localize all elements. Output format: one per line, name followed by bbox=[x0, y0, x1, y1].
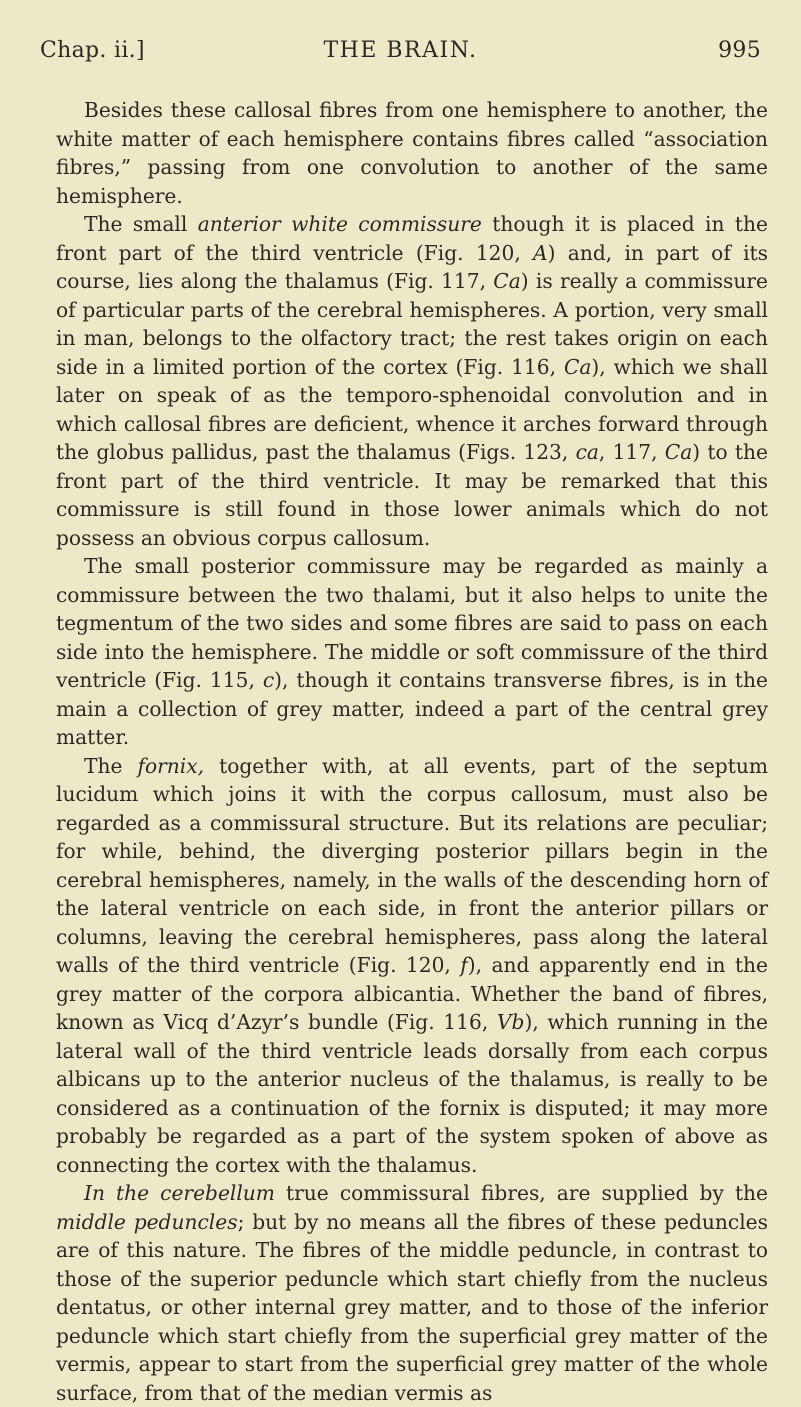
italic-text-run: Ca bbox=[493, 269, 521, 293]
text-run: , 117, bbox=[598, 440, 665, 464]
text-run: ), which running in the lateral wall of the third ventricle leads dorsally from each corpus albicans up to the anterior nucleus of the thalamus, is really to be considered as a continuation of the fornix is disputed; it may more probably be regarded as a part of the system spoken of above as connecting the cortex with the thalamus. bbox=[56, 1010, 768, 1177]
paragraph bbox=[56, 1179, 768, 1407]
text-run: ), and apparently end in the grey matter of the corpora albicantia. Whether the band of fibres, known as Vicq d’Azyr’s bundle (Fig. 116, bbox=[56, 953, 769, 1034]
paragraph bbox=[56, 752, 768, 1180]
text-run: though it is placed in the front part of the third ventricle (Fig. 120, bbox=[56, 212, 768, 265]
running-header bbox=[40, 38, 761, 78]
paragraph bbox=[56, 210, 768, 552]
chapter-label: Chap. ii.] bbox=[40, 38, 145, 63]
italic-text-run: Ca bbox=[563, 354, 592, 379]
italic-text-run: ca bbox=[575, 440, 599, 464]
text-run: ) and, in part of its course, lies along the thalamus (Fig. 117, bbox=[56, 240, 768, 293]
italic-text-run: A bbox=[533, 240, 548, 265]
text-run: ) to the front part of the third ventricle. It may be remarked that this commissure is still found in those lower animals which do not possess an obvious corpus callosum. bbox=[56, 440, 768, 550]
text-run: true commissural fibres, are supplied by the bbox=[274, 1181, 769, 1205]
paragraph bbox=[56, 96, 768, 210]
italic-text-run: anterior white commissure bbox=[197, 212, 482, 236]
italic-text-run: c bbox=[262, 668, 275, 692]
italic-text-run: Vb bbox=[496, 1010, 525, 1034]
italic-text-run: f bbox=[460, 953, 468, 977]
paragraph bbox=[56, 552, 768, 752]
text-run: ; but by no means all the fibres of these peduncles are of this nature. The fibres of the middle peduncle, in contrast to those of the superior peduncle which start chiefly from the nucleus dentatus, or other internal grey matter, and to those of the inferior peduncle which start chiefly from the superficial grey matter of the vermis, appear to start from the superficial grey matter of the whole surface, from that of the median vermis as bbox=[56, 1209, 768, 1405]
italic-text-run: Ca bbox=[664, 440, 693, 464]
running-title: THE BRAIN. bbox=[323, 38, 478, 63]
italic-text-run: middle peduncles bbox=[56, 1209, 238, 1234]
text-run: The small posterior commissure may be regarded as mainly a commissure between the two thalami, but it also helps to unite the tegmentum of the two sides and some fibres are said to pass on each side into the hemisphere. The middle or soft commissure of the third ventricle (Fig. 115, bbox=[56, 554, 768, 692]
text-run: Besides these callosal fibres from one hemisphere to another, the white matter of each hemisphere contains fibres called “association fibres,” passing from one convolution to another of the same hemisphere. bbox=[56, 98, 768, 208]
text-run: The bbox=[84, 753, 138, 778]
text-run: ), though it contains transverse fibres, is in the main a collection of grey matter, indeed a part of the central grey matter. bbox=[56, 668, 768, 749]
text-run: The small bbox=[84, 212, 198, 236]
page-number: 995 bbox=[718, 38, 761, 63]
italic-text-run: fornix, bbox=[137, 753, 205, 778]
italic-text-run: In the cerebellum bbox=[84, 1181, 275, 1205]
text-run: ) is really a commissure of particular parts of the cerebral hemispheres. A portion, very small in man, belongs to the olfactory tract; the rest takes origin on each side in a limited portion of the cortex (Fig. 116, bbox=[56, 269, 768, 379]
text-run: ), which we shall later on speak of as the temporo-sphenoidal convolution and in which callosal fibres are deficient, whence it arches forward through the globus pallidus, past the thalamus (Figs. 123, bbox=[56, 354, 768, 464]
body-text bbox=[56, 96, 768, 1407]
text-run: together with, at all events, part of the septum lucidum which joins it with the corpus callosum, must also be regarded as a commissural structure. But its relations are peculiar; for while, behind, the diverging posterior pillars begin in the cerebral hemispheres, namely, in the walls of the descending horn of the lateral ventricle on each side, in front the anterior pillars or columns, leaving the cerebral hemispheres, pass along the lateral walls of the third ventricle (Fig. 120, bbox=[56, 753, 768, 977]
